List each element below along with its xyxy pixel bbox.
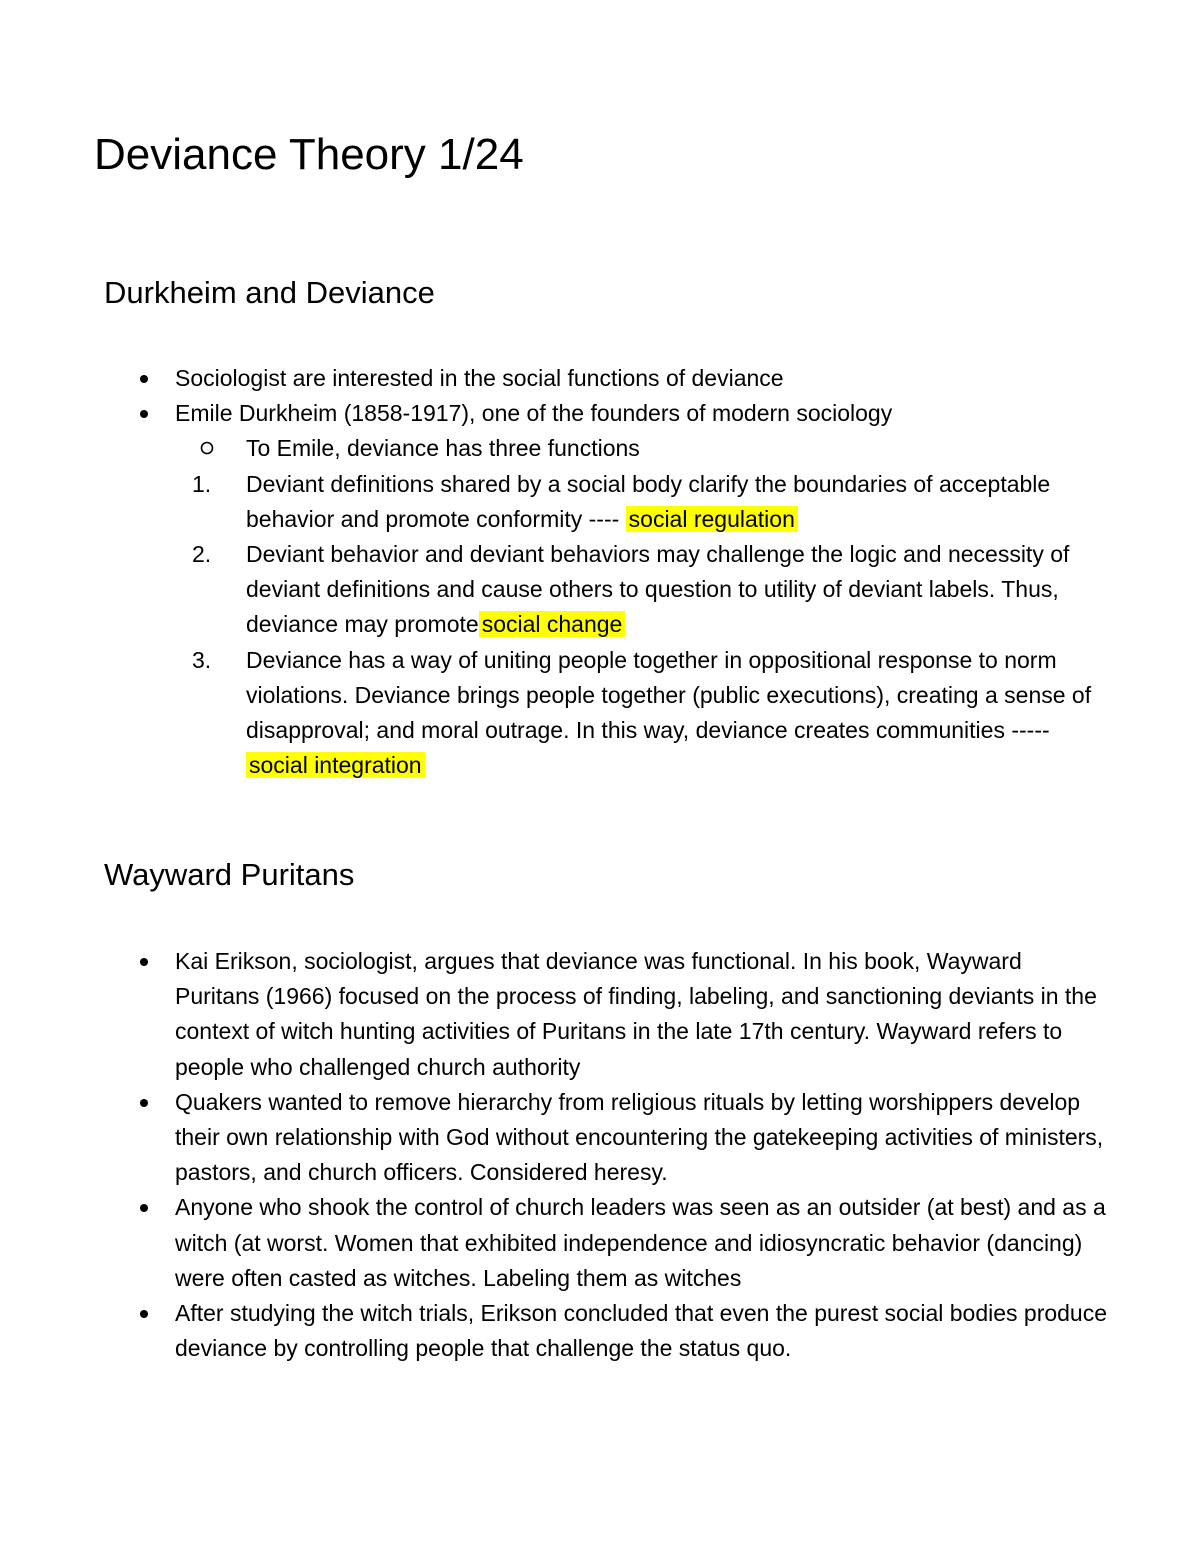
list-item-text: Quakers wanted to remove hierarchy from religious rituals by letting worshippers develop their own relationship with God without encountering the gatekeeping activities of ministers, pastors, and church officers. Considered heresy. <box>175 1088 1104 1186</box>
item-number: 3. <box>192 646 212 673</box>
hollow-circle-icon <box>200 441 214 455</box>
sub-list-item-text: To Emile, deviance has three functions <box>246 435 640 462</box>
numbered-item <box>128 537 1108 643</box>
numbered-item <box>128 643 1108 784</box>
durkheim-list <box>128 361 1110 783</box>
puritans-list <box>128 944 1110 1366</box>
item-number: 2. <box>192 541 212 568</box>
bullet-icon <box>140 1099 148 1107</box>
list-item <box>128 1296 1110 1366</box>
numbered-item-text: Deviant behavior and deviant behaviors may challenge the logic and necessity of deviant definitions and cause others to question to utility of deviant labels. Thus, deviance may promote <box>246 541 1070 638</box>
list-item <box>128 361 1110 396</box>
list-item-text: Emile Durkheim (1858-1917), one of the founders of modern sociology <box>175 400 893 427</box>
list-item-text: Sociologist are interested in the social functions of deviance <box>175 365 784 391</box>
bullet-icon <box>140 958 148 966</box>
list-item <box>128 1085 1110 1191</box>
section-heading-puritans: Wayward Puritans <box>104 857 355 892</box>
list-item-text: Anyone who shook the control of church leaders was seen as an outsider (at best) and as a witch (at worst. Women that exhibited independence and idiosyncratic behavior (dancing) were often casted as witches. Labeling them as witches <box>175 1194 1106 1291</box>
sub-list-item <box>128 431 1108 466</box>
list-item-text: After studying the witch trials, Erikson concluded that even the purest social bodies produce deviance by controlling people that challenge the status quo. <box>175 1300 1108 1362</box>
highlighted-term: social change <box>479 611 626 637</box>
section-heading-durkheim: Durkheim and Deviance <box>104 275 435 310</box>
bullet-icon <box>140 410 148 418</box>
page-title: Deviance Theory 1/24 <box>94 130 524 179</box>
item-number: 1. <box>192 470 212 497</box>
bullet-icon <box>140 375 148 383</box>
numbered-item-text: Deviant definitions shared by a social body clarify the boundaries of acceptable behavior and promote conformity ---- <box>246 470 1051 532</box>
bullet-icon <box>140 1204 148 1212</box>
bullet-icon <box>140 1310 148 1318</box>
list-item <box>128 1190 1110 1296</box>
numbered-item-text: Deviance has a way of uniting people together in oppositional response to norm violations. Deviance brings people together (public executions), creating a sense of disapproval; and moral outrage. In this way, deviance creates communities ----- <box>246 646 1092 744</box>
list-item <box>128 944 1110 1085</box>
numbered-item <box>128 467 1108 537</box>
highlighted-term: social integration <box>246 752 425 778</box>
highlighted-term: social regulation <box>626 506 798 532</box>
list-item <box>128 396 1110 431</box>
list-item-text: Kai Erikson, sociologist, argues that deviance was functional. In his book, Wayward Puritans (1966) focused on the process of finding, labeling, and sanctioning deviants in the context of witch hunting activities of Puritans in the late 17th century. Wayward refers to people who challenged church authority <box>175 948 1097 1080</box>
